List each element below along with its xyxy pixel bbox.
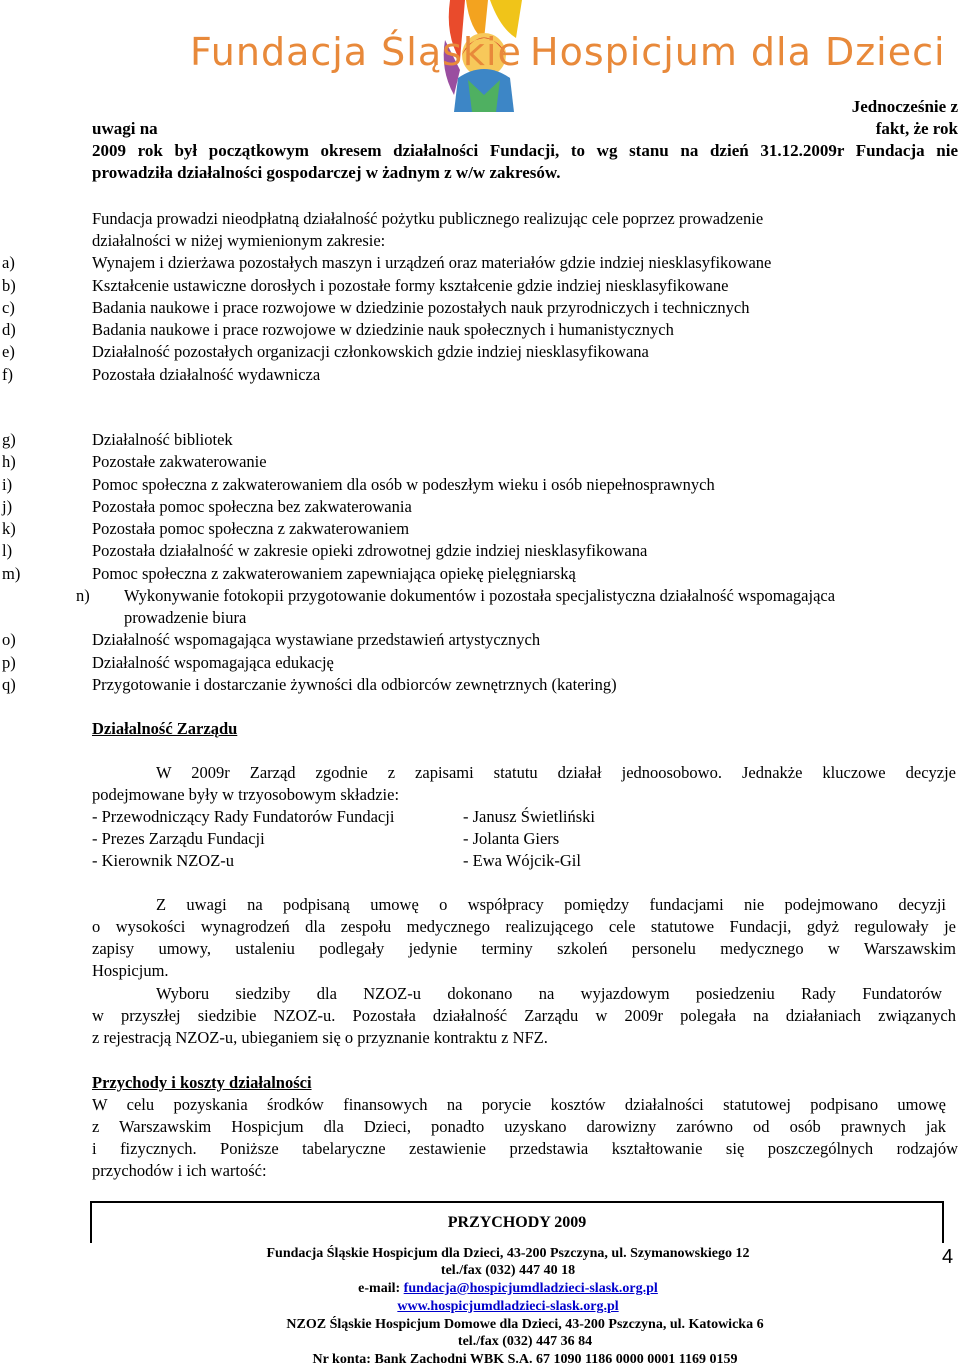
list-item: f) Pozostała działalność wydawnicza — [2, 365, 321, 384]
footer-line7: Nr konta: Bank Zachodni WBK S.A. 67 1090 1186 0000 0001 1169 0159 — [312, 1352, 738, 1367]
board-para2-line1: Z uwagi na podpisaną umowę o współpracy pomiędzy fundacjami nie podejmowano decyzji — [156, 895, 946, 914]
member-name: - Ewa Wójcik-Gil — [463, 851, 581, 870]
list-item: m) Pomoc społeczna z zakwaterowaniem zapewniająca opiekę pielęgniarską — [2, 564, 576, 583]
footer-email-line: e-mail: fundacja@hospicjumdladzieci-slask.org.pl — [358, 1281, 658, 1296]
list-item: a) Wynajem i dzierżawa pozostałych maszyn i urządzeń oraz materiałów gdzie indziej niesklasyfikowane — [2, 253, 772, 272]
list-item: k) Pozostała pomoc społeczna z zakwaterowaniem — [2, 519, 410, 538]
footer-line5: NZOZ Śląskie Hospicjum Domowe dla Dzieci, 43-200 Pszczyna, ul. Katowicka 6 — [286, 1317, 764, 1332]
list-item: e) Działalność pozostałych organizacji członkowskich gdzie indziej niesklasyfikowana — [2, 342, 649, 361]
list-item: h) Pozostałe zakwaterowanie — [2, 452, 267, 471]
list-item: l) Pozostała działalność w zakresie opieki zdrowotnej gdzie indziej niesklasyfikowana — [2, 541, 648, 560]
member-role: - Przewodniczący Rady Fundatorów Fundacji — [92, 807, 395, 826]
footer-line6: tel./fax (032) 447 36 84 — [457, 1334, 593, 1349]
intro-line4: prowadziła działalności gospodarczej w żadnym z w/w zakresów. — [92, 163, 561, 182]
intro-line2-left: uwagi na — [92, 119, 158, 138]
footer-line1: Fundacja Śląskie Hospicjum dla Dzieci, 43-200 Pszczyna, ul. Szymanowskiego 12 — [266, 1246, 750, 1261]
list-item: n) Wykonywanie fotokopii przygotowanie dokumentów i pozostała specjalistyczna działalność wspomagająca — [76, 586, 836, 605]
member-name: - Jolanta Giers — [463, 829, 560, 848]
income-para-line2: z Warszawskim Hospicjum dla Dzieci, ponadto uzyskano darowizny zarówno od osób prawnych jak — [92, 1117, 946, 1136]
footer-line2: tel./fax (032) 447 40 18 — [440, 1263, 576, 1278]
list-item: c) Badania naukowe i prace rozwojowe w dziedzinie pozostałych nauk przyrodniczych i technicznych — [2, 298, 750, 317]
income-para-line4: przychodów i ich wartość: — [92, 1161, 267, 1180]
board-para2-line3: zapisy umowy, ustaleniu podlegały jedynie terminy szkoleń personelu medycznego w Warszawskim — [92, 939, 956, 958]
list-item: q) Przygotowanie i dostarczanie żywności dla odbiorców zewnętrznych (katering) — [2, 675, 617, 694]
logo-text-left: Fundacja Śląskie — [190, 30, 522, 74]
member-name: - Janusz Świetliński — [463, 807, 595, 826]
activities-lead-1: Fundacja prowadzi nieodpłatną działalność pożytku publicznego realizując cele poprzez prowadzenie — [92, 209, 764, 228]
list-item: b) Kształcenie ustawiczne dorosłych i pozostałe formy kształcenie gdzie indziej niesklasyfikowane — [2, 276, 729, 295]
board-para3-line1: Wyboru siedziby dla NZOZ-u dokonano na wyjazdowym posiedzeniu Rady Fundatorów — [156, 984, 942, 1003]
income-heading: Przychody i koszty działalności — [92, 1073, 312, 1092]
intro-line3: 2009 rok był początkowym okresem działalności Fundacji, to wg stanu na dzień 31.12.2009r Fundacja nie — [92, 141, 958, 160]
page-number: 4 — [942, 1246, 954, 1268]
list-item: i) Pomoc społeczna z zakwaterowaniem dla osób w podeszłym wieku i osób niepełnosprawnych — [2, 475, 715, 494]
list-item: g) Działalność bibliotek — [2, 430, 233, 449]
logo-text-right: Hospicjum dla Dzieci — [530, 30, 946, 74]
list-item: d) Badania naukowe i prace rozwojowe w dziedzinie nauk społecznych i humanistycznych — [2, 320, 674, 339]
list-item: j) Pozostała pomoc społeczna bez zakwaterowania — [2, 497, 412, 516]
board-para3-line3: z rejestracją NZOZ-u, ubieganiem się o przyznanie kontraktu z NFZ. — [92, 1028, 548, 1047]
board-para2-line2: o wysokości wynagrodzeń dla zespołu medycznego realizującego cele statutowe Fundacji, gdyż regulowały je — [92, 917, 956, 936]
table-title: PRZYCHODY 2009 — [447, 1214, 587, 1231]
board-para3-line2: w przyszłej siedzibie NZOZ-u. Pozostała działalność Zarządu w 2009r polegała na działaniach związanych — [92, 1006, 956, 1025]
board-heading: Działalność Zarządu — [92, 719, 238, 738]
income-para-line3: i fizycznych. Poniższe tabelaryczne zestawienie przedstawia kształtowanie się poszczególnych rodzajów — [92, 1139, 958, 1158]
footer-website-line — [0, 1298, 960, 1316]
member-role: - Prezes Zarządu Fundacji — [92, 829, 265, 848]
income-table — [90, 1201, 944, 1243]
list-item: o) Działalność wspomagająca wystawiane przedstawień artystycznych — [2, 630, 541, 649]
intro-line1-right: Jednocześnie z — [851, 97, 958, 116]
website-link[interactable]: www.hospicjumdladzieci-slask.org.pl — [397, 1299, 619, 1314]
list-item-continuation: prowadzenie biura — [124, 608, 247, 627]
email-link[interactable]: fundacja@hospicjumdladzieci-slask.org.pl — [403, 1281, 658, 1296]
income-para-line1: W celu pozyskania środków finansowych na porycie kosztów działalności statutowej podpisano umowę — [92, 1095, 946, 1114]
list-item: p) Działalność wspomagająca edukację — [2, 653, 334, 672]
member-role: - Kierownik NZOZ-u — [92, 851, 235, 870]
board-para2-line4: Hospicjum. — [92, 961, 169, 980]
activities-lead-2: działalności w niżej wymienionym zakresie: — [92, 231, 386, 250]
intro-line2-right: fakt, że rok — [875, 119, 958, 138]
board-para1-line2: podejmowane były w trzyosobowym składzie: — [92, 785, 400, 804]
board-para1-line1: W 2009r Zarząd zgodnie z zapisami statutu działał jednoosobowo. Jednakże kluczowe decyzje — [156, 763, 956, 782]
